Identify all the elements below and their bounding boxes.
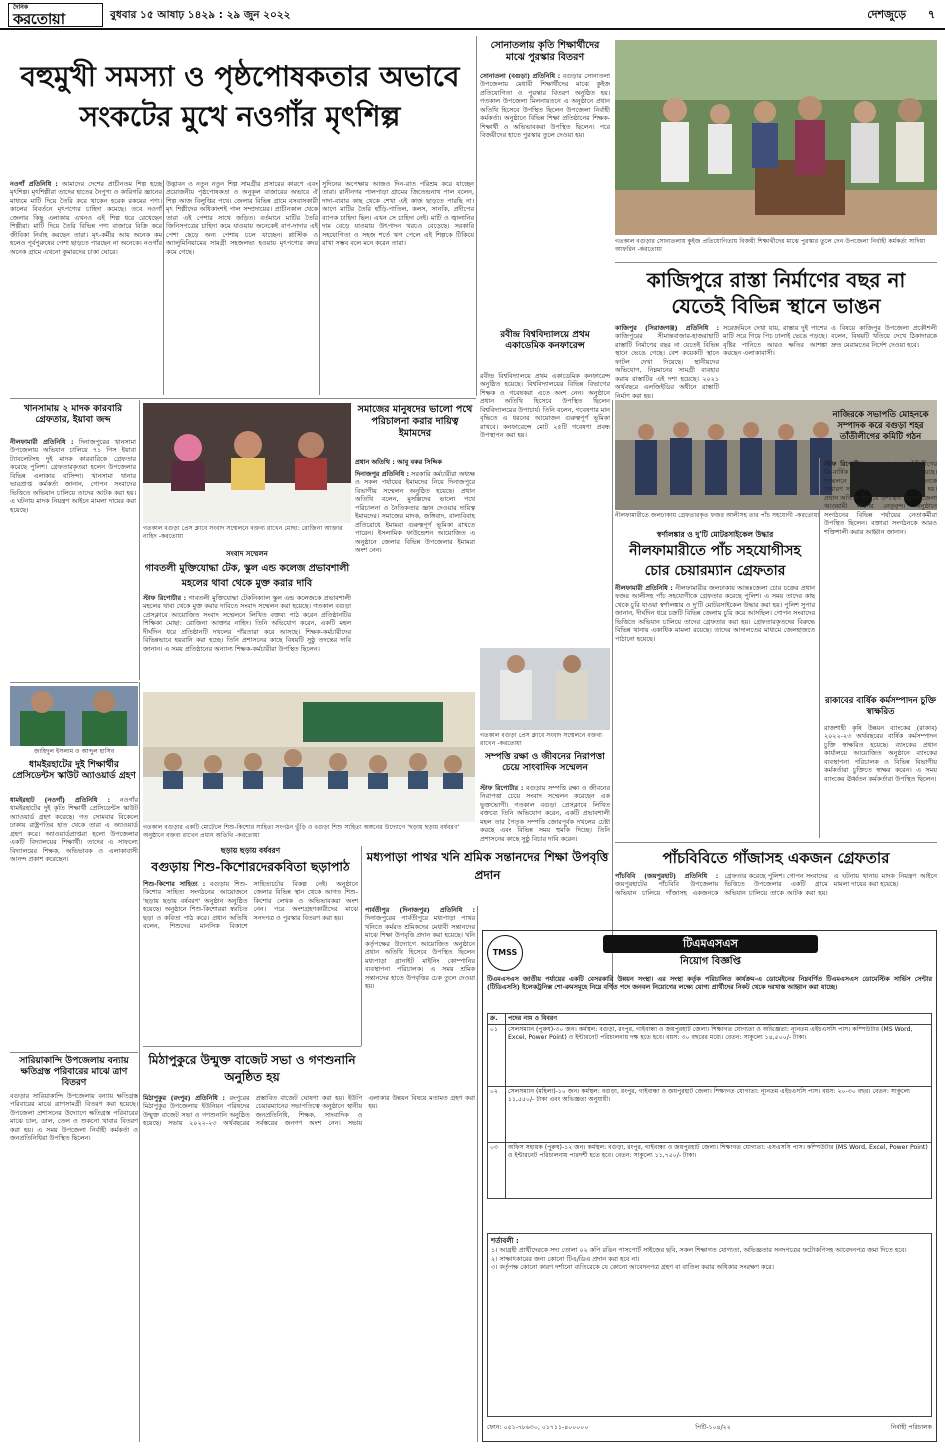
sonatala-byline: সোনাতলা (বগুড়া) প্রতিনিধি : <box>480 72 561 80</box>
newspaper-logo <box>8 3 103 27</box>
tmss-conditions <box>487 1233 932 1417</box>
scout-photo-caption: জাহিদুল ইসলাম ও আব্দুল হাসিব <box>33 748 115 755</box>
kazipur-col-3: এ বিষয়ে কাজিপুর উপজেলা প্রকৌশলী বলেন, বিষয়টি খতিয়ে দেখে ঠিকাদারকে দ্রুত মেরামতের নির্দেশ দেওয়া হবে। <box>831 324 937 349</box>
rakab-text: রাজশাহী কৃষি উন্নয়ন ব্যাংকের (রাকাব) ২০২২-২৩ অর্থবছরের বার্ষিক কর্মসম্পাদন চুক্তি স্বাক্ষরিত হয়েছে। ব্যাংকের প্রধান কার্যালয়ে আয়োজিত অনুষ্ঠানে ব্যাংকের ব্যবস্থাপনা পরিচালক ও বিভিন্ন বিভাগীয় কর্মকর্তারা চুক্তিতে স্বাক্ষর করেন। এ সময় ব্যাংকের ঊর্ধ্বতন কর্মকর্তারা উপস্থিত ছিলেন। <box>824 724 937 783</box>
row-no: ০১ <box>488 1025 506 1087</box>
relief-text: বগুড়ার সারিয়াকান্দি উপজেলায় বন্যায় ক্ষতিগ্রস্ত পরিবারের মাঝে ত্রাণসামগ্রী বিতরণ করা হয়েছে। উপজেলা প্রশাসনের উদ্যোগে ক্ষতিগ্রস্ত পরিবারের মাঝে চাল, ডাল, তেল ও শুকনো খাবার বিতরণ করা হয়। এ সময় উপজেলা নির্বাহী কর্মকর্তা ও জনপ্রতিনিধিরা উপস্থিত ছিলেন। <box>10 1092 138 1143</box>
property-photo-caption <box>480 732 610 748</box>
arrest-text: নীলফামারীর জলঢাকায় আন্তঃজেলা চোর চক্রের প্রধান ফজর আলীসহ পাঁচ সহযোগীকে গ্রেফতার করেছে পুলিশ। এ সময় তাদের কাছ থেকে চুরি যাওয়া স্বর্ণালঙ্কার ও দু'টি মোটরসাইকেল উদ্ধার করা হয়। পুলিশ সুপার জানান, দীর্ঘদিন ধরে চক্রটি বিভিন্ন জেলায় চুরি করে আসছিল। গোপন সংবাদের ভিত্তিতে অভিযান চালিয়ে তাদের গ্রেফতার করা হয়। গ্রেফতারকৃতদের বিরুদ্ধে বিভিন্ন থানায় একাধিক মামলা রয়েছে। তাদের আদালতের মাধ্যমে জেলহাজতে পাঠানো হয়েছে। <box>615 584 815 643</box>
rakab-headline: রাকাবের বার্ষিক কর্মসম্পাদন চুক্তি স্বাক্ষরিত <box>825 696 936 717</box>
tatilig-headline: নাজিরকে সভাপতি মোহনকে সম্পাদক করে বগুড়া শহর তাঁতীলীগের কমিটি গঠন <box>832 410 929 442</box>
panchbibi-story <box>615 872 937 922</box>
arrest-caption-text: নীলফামারীতে জলঢাকায় গ্রেফতারকৃত ফজর আলীসহ তার পাঁচ সহযোগী <box>615 512 793 519</box>
tmss-job-ad <box>482 930 937 1442</box>
tmss-footer-phone: ফোন: ০৫১-৭৮৬৩০, ০১৭১১-৪০০০০০ <box>487 1424 589 1431</box>
rhymes-kicker: ছড়ায় ছড়ায় বর্ষবরণ <box>220 846 281 855</box>
sonatala-text: বগুড়ার সোনাতলা উপজেলায় মেধাবী শিক্ষার্থীদের মাঝে কুইজ প্রতিযোগিতা ও পুরস্কার বিতরণ অনুষ্ঠিত হয়। গতকাল উপজেলা মিলনায়তনে এ অনুষ্ঠানে প্রধান অতিথি হিসেবে উপস্থিত ছিলেন উপজেলা নির্বাহী কর্মকর্তা। অনুষ্ঠানে বিভিন্ন শিক্ষা প্রতিষ্ঠানের শিক্ষক-শিক্ষার্থী ও অভিভাবকরা উপস্থিত ছিলেন। পরে বিজয়ীদের হাতে পুরস্কার তুলে দেওয়া হয়। <box>480 72 610 140</box>
quiz-caption-text: গতকাল বগুড়ার সোনাতলায় কুইজ প্রতিযোগিতায় বিজয়ী শিক্ষার্থীদের মাঝে পুরস্কার তুলে দেন উপজেলা নির্বাহী কর্মকর্তা সাদিয়া আফরিন <box>615 238 926 254</box>
budget-story <box>143 1094 475 1444</box>
table-row <box>488 1143 932 1199</box>
stipend-headline: মধ্যপাড়া পাথর খনি শ্রমিক সন্তানদের শিক্ষা উপবৃত্তি প্রদান <box>366 850 609 882</box>
tmss-intro: টিএমএসএস জাতীয় পর্যায়ের একটি বেসরকারি উন্নয়ন সংস্থা। এর সংস্থা কর্তৃক পরিচালিত কার্যক্রম-এ ডোমেইনের নিম্নবর্ণিত টিএমএসএস ডোমেস্টিক সার্ভিস সেন্টার (টিডিএসসি) ইলেকট্রনিক্স শো-রুমসমূহে নিম্নে বর্ণিত পদে জনবল নিয়োগের লক্ষ্যে যোগ্য প্রার্থীদের নিকট থেকে দরখাস্ত আহ্বান করা যাচ্ছে। <box>487 975 932 992</box>
imam-story <box>355 470 475 720</box>
gabtali-story <box>143 594 351 689</box>
tmss-col-desc: পদের নাম ও বিবরণ <box>506 1014 932 1025</box>
arrest-byline: নীলফামারী প্রতিনিধি : <box>615 584 673 592</box>
tatilig-byline: স্টাফ রিপোর্টার : <box>824 460 870 468</box>
tatilig-story <box>824 460 937 690</box>
property-caption-credit: -করতোয়া <box>497 740 522 748</box>
logo-name: করতোয়া <box>13 10 65 28</box>
press-photo-caption <box>143 525 351 547</box>
rhymes-caption-credit: -করতোয়া <box>235 832 260 840</box>
khanshama-story <box>10 438 136 678</box>
tmss-subtitle: নিয়োগ বিজ্ঞপ্তি <box>680 956 741 967</box>
lead-col-3: সুদিনের অপেক্ষায় আজও দিন-রাত পরিশ্রম করে যাচ্ছেন তারা। রানীনগর পালপাড়া গ্রামের জিতেন্দ্রনাথ পাল বলেন, দাদা-বাবার কাছ থেকে শেখা এই কাজ ছাড়তে পারছি না। আগে মাটির তৈরি হাঁড়ি-পাতিল, কলস, সানকি, প্রদীপের ব্যাপক চাহিদা ছিল। এখন সে চাহিদা নেই। মাটি ও জ্বালানির দাম বেড়ে যাওয়ায় উৎপাদন খরচও বেড়েছে। সরকারি সহযোগিতা ও সহজ শর্তে ঋণ পেলে এই শিল্পকে টিকিয়ে রাখা সম্ভব বলে মনে করেন তারা। <box>322 180 474 248</box>
budget-byline: মিঠাপুকুর (রংপুর) প্রতিনিধি : <box>143 1094 225 1102</box>
scout-text: নওগাঁর ধামইরহাটের দুই কৃতি শিক্ষার্থী প্রেসিডেন্টস স্কাউট অ্যাওয়ার্ড গ্রহণ করেছে। গত সোমবার বিকেলে ঢাকায় রাষ্ট্রপতির হাত থেকে তারা এ অ্যাওয়ার্ড গ্রহণ করে। অ্যাওয়ার্ডপ্রাপ্তরা হলো উপজেলার একটি বিদ্যালয়ের শিক্ষার্থী। তাদের এ সাফল্যে বিদ্যালয়ের শিক্ষক, অভিভাবক ও এলাকাবাসী আনন্দ প্রকাশ করেছেন। <box>10 796 138 864</box>
issue-date: বুধবার ১৫ আষাঢ় ১৪২৯ : ২৯ জুন ২০২২ <box>110 9 291 21</box>
tatilig-text: বগুড়া শহর তাঁতীলীগের ত্রি-বার্ষিক সম্মেলন অনুষ্ঠিত হয়েছে। সম্মেলনে নাজিরকে সভাপতি ও মোহনকে সাধারণ সম্পাদক করে কমিটি গঠন করা হয়। প্রধান অতিথি হিসেবে উপস্থিত ছিলেন জেলা আওয়ামী লীগের নেতৃবৃন্দ। অনুষ্ঠানে সংগঠনের বিভিন্ন পর্যায়ের নেতাকর্মীরা উপস্থিত ছিলেন। বক্তারা সংগঠনকে আরও শক্তিশালী করার আহ্বান জানান। <box>824 460 937 536</box>
section-name: দেশজুড়ে <box>867 8 907 21</box>
row-no: ০২ <box>488 1087 506 1143</box>
property-conference-photo <box>480 648 610 730</box>
tmss-logo-text: TMSS <box>492 948 518 957</box>
panchbibi-text: জয়পুরহাটের পাঁচবিবি উপজেলায় অভিযান চালিয়ে গাঁজাসহ একজনকে গ্রেফতার করেছে পুলিশ। গোপন সংবাদের ভিত্তিতে উপজেলার একটি গ্রামে অভিযান চালিয়ে তাকে আটক করা হয়। এ ঘটনায় থানায় মাদক নিয়ন্ত্রণ আইনে মামলা দায়ের করা হয়েছে। <box>615 872 937 897</box>
gabtali-section-label: সংবাদ সম্মেলন <box>226 550 268 558</box>
tmss-condition-2: ২। সাক্ষাৎকারের জন্য কোনো টিএ/ডিএ প্রদান করা হবে না। <box>491 1254 640 1263</box>
lead-headline-1: বহুমুখী সমস্যা ও পৃষ্ঠপোষকতার অভাবে <box>20 60 460 93</box>
press-conference-photo <box>143 403 351 523</box>
khanshama-text: দিনাজপুরের খানসামা উপজেলায় অভিযান চালিয়ে ৭১ পিস ইয়াবা ট্যাবলেটসহ দুই মাদক কারবারিকে গ্রেফতার করেছে পুলিশ। গ্রেফতারকৃতরা হলেন উপজেলার বিভিন্ন এলাকার বাসিন্দা। খানসামা থানার ভারপ্রাপ্ত কর্মকর্তা জানান, গোপন সংবাদের ভিত্তিতে অভিযান চালিয়ে তাদের আটক করা হয়। এ ঘটনায় মাদক নিয়ন্ত্রণ আইনে মামলা দায়ের করা হয়েছে। <box>10 438 136 514</box>
lead-text-1: আমাদের দেশের প্রাচীনতম শিল্প হচ্ছে মৃৎশিল্প। মৃৎশিল্পীরা তাদের হাতের নৈপুণ্য ও কারিগরি জ্ঞানের মাধ্যমে মাটি দিয়ে তৈরি করে থাকেন হরেক রকমের পণ্য। কালের বিবর্তনে মৃৎপণ্যের চাহিদা কমেছে। তবে নওগাঁ জেলার কিছু এলাকায় এখনও এই শিল্প ধরে রেখেছেন শিল্পীরা। মাটি দিয়ে তৈরি বিভিন্ন পণ্য বাজারে বিক্রি করে জীবিকা নির্বাহ করছেন তারা। মৃৎ-কর্মীর আয় অনেক কম হলেও পূর্বপুরুষের পেশা ছাড়তে পারছেন না অনেকে। নওগাঁর অনেক গ্রামে এখনো কুমারদের চাকা ঘোরে। <box>10 180 162 256</box>
arrest-story <box>615 584 815 824</box>
imam-byline: দিনাজপুর প্রতিনিধি : <box>355 470 410 478</box>
tmss-job-table <box>487 1013 932 1229</box>
rabindra-text: রবীন্দ্র বিশ্ববিদ্যালয়ে প্রথম একাডেমিক কনফারেন্স অনুষ্ঠিত হয়েছে। বিশ্ববিদ্যালয়ের বিভিন্ন বিভাগের শিক্ষক ও গবেষকরা এতে অংশ নেন। অনুষ্ঠানে প্রধান অতিথি হিসেবে উপস্থিত ছিলেন বিশ্ববিদ্যালয়ের উপাচার্য। তিনি বলেন, গবেষণার মান বৃদ্ধিতে এ ধরনের আয়োজন গুরুত্বপূর্ণ ভূমিকা রাখবে। কনফারেন্সে মোট ২৫টি গবেষণা প্রবন্ধ উপস্থাপন করা হয়। <box>480 372 610 440</box>
rhymes-event-photo <box>143 692 475 822</box>
khanshama-headline: খানসামায় ২ মাদক কারবারি গ্রেফতার, ইয়াবা জব্দ <box>23 404 123 425</box>
property-caption-text: গতকাল বগুড়া প্রেস ক্লাবে সংবাদ সম্মেলনে বক্তব্য রাখেন <box>480 732 603 748</box>
kazipur-text-1: কাজিপুরের সীমান্তবাজার-হাজরাহাটি রাস্তাটি নির্মাণের বছর না যেতেই বিভিন্ন স্থানে ভেঙে গেছে। বেশ কয়েকটি স্থানে ফাটল দেখা দিয়েছে। স্থানীয়দের অভিযোগ, নিম্নমানের সামগ্রী ব্যবহার করায় রাস্তাটির এই দশা হয়েছে। ২০২১ অর্থবছরে এলজিইডির অধীনে রাস্তাটি নির্মাণ করা হয়। <box>615 332 719 400</box>
lead-byline: নওগাঁ প্রতিনিধি : <box>10 180 58 188</box>
property-text: বগুড়ায় সম্পত্তি রক্ষা ও জীবনের নিরাপত্তা চেয়ে সংবাদ সম্মেলন করেছেন এক ভুক্তভোগী। গতকাল বগুড়া প্রেসক্লাবে লিখিত বক্তব্যে তিনি অভিযোগ করেন, একটি প্রভাবশালী মহল তার পৈতৃক সম্পত্তি জোরপূর্বক দখলের চেষ্টা করছে এবং বিভিন্ন সময় হুমকি দিচ্ছে। তিনি প্রশাসনের কাছে সুষ্ঠু বিচার দাবি করেন। <box>480 784 610 843</box>
rhymes-caption-text: গতকাল বগুড়ার একটি মোটেলে শিশু-কিশোর সাহিত্য সংগঠন ভুঁড়ি ও বগুড়া শিশু সাহিত্য অঙ্গনের উদ্যোগে 'ছড়ায় ছড়ায় বর্ষবরণ' অনুষ্ঠানে বক্তব্য রাখেন প্রধান অতিথি <box>143 824 460 840</box>
gabtali-byline: স্টাফ রিপোর্টার : <box>143 594 187 602</box>
table-row <box>488 1087 932 1143</box>
kazipur-col-2: সরেজমিনে দেখা যায়, রাস্তার দুই পাশের মাটি সরে গিয়ে পিচ ঢালাই ভেঙে পড়ছে। বৃষ্টির পানিতে আরও ক্ষতির আশঙ্কা করছেন এলাকাবাসী। <box>723 324 827 358</box>
scout-headline: ধামইরহাটের দুই শিক্ষার্থীর প্রেসিডেন্টস স্কাউট অ্যাওয়ার্ড গ্রহণ <box>12 760 136 781</box>
logo-daily: দৈনিক <box>13 4 29 11</box>
quiz-award-photo <box>615 40 937 235</box>
property-headline: সম্পত্তি রক্ষা ও জীবনের নিরাপত্তা চেয়ে সাংবাদিক সম্মেলন <box>485 752 605 773</box>
row-no: ০৩ <box>488 1143 506 1199</box>
page-number: ৭ <box>927 8 935 21</box>
arrest-headline-2: চোর চেয়ারম্যান গ্রেফতার <box>644 563 786 579</box>
stipend-byline: পার্বতীপুর (দিনাজপুর) প্রতিনিধি : <box>365 906 475 914</box>
arrest-kicker: স্বর্ণালঙ্কার ও দু'টি মোটরসাইকেল উদ্ধার <box>656 530 774 539</box>
rhymes-byline: শিশু-কিশোর সাহিত্য : <box>143 880 206 888</box>
lead-col-1 <box>10 180 162 395</box>
section-label <box>755 6 935 24</box>
tmss-logo-icon <box>487 935 523 971</box>
gabtali-text: গাবতলী মুক্তিযোদ্ধা টেকনিক্যাল স্কুল এন্ড কলেজকে প্রভাবশালী মহলের থাবা থেকে মুক্ত করার দাবিতে সংবাদ সম্মেলন করা হয়েছে। গতকাল বগুড়া প্রেসক্লাবে আয়োজিত সংবাদ সম্মেলনে লিখিত বক্তব্য পাঠ করেন প্রতিষ্ঠানটির শিক্ষিকা মোছা: রোজিনা আক্তার নাহিদ। তিনি অভিযোগ করেন, একটি মহল দীর্ঘদিন ধরে প্রতিষ্ঠানটি দখলের পাঁয়তারা করে আসছে। শিক্ষক-কর্মচারীদের বিভিন্নভাবে হয়রানি করা হচ্ছে। তিনি প্রশাসনের কাছে বিষয়টি সুষ্ঠু তদন্তের দাবি জানান। এ সময় প্রতিষ্ঠানের অন্যান্য শিক্ষক-কর্মচারীরা উপস্থিত ছিলেন। <box>143 594 351 653</box>
rhymes-text: বগুড়ায় শিশু-কিশোর সাহিত্য সংগঠনের আয়োজনে 'ছড়ায় ছড়ায় বর্ষবরণ' অনুষ্ঠান অনুষ্ঠিত হয়েছে। অনুষ্ঠানে শিশু-কিশোররা স্বরচিত ছড়া ও কবিতা পাঠ করে। প্রধান অতিথি বলেন, শিশুদের মানসিক বিকাশে সাহিত্যচর্চার বিকল্প নেই। অনুষ্ঠানে জেলার বিভিন্ন স্থান থেকে আগত শিশু-কিশোর লেখক ও অভিভাবকরা অংশ নেন। পরে অংশগ্রহণকারীদের মাঝে সনদপত্র ও পুরস্কার বিতরণ করা হয়। <box>143 880 358 931</box>
panchbibi-headline: পাঁচবিবিতে গাঁজাসহ একজন গ্রেফতার <box>662 849 890 867</box>
stipend-text: দিনাজপুরের পার্বতীপুরে মধ্যপাড়া পাথর খনিতে কর্মরত শ্রমিকদের মেধাবী সন্তানদের মাঝে শিক্ষা উপবৃত্তি প্রদান করা হয়েছে। খনি কর্তৃপক্ষের উদ্যোগে আয়োজিত অনুষ্ঠানে প্রধান অতিথি হিসেবে উপস্থিত ছিলেন মধ্যপাড়া গ্রানাইট মাইনিং কোম্পানির ব্যবস্থাপনা পরিচালক। এ সময় শ্রমিক সন্তানদের হাতে উপবৃত্তির চেক তুলে দেওয়া হয়। <box>365 914 475 991</box>
tmss-footer-code: পিটি-১০৪/২২ <box>695 1424 731 1431</box>
imam-headline: সমাজের মানুষদের ভালো পথে পরিচালনা করার দায়িত্ব ইমামদের <box>357 404 473 439</box>
rhymes-headline: বগুড়ায় শিশু-কিশোরদেরকবিতা ছড়াপাঠ <box>151 859 350 874</box>
gabtali-headline-2: মহলের থাবা থেকে মুক্ত করার দাবি <box>181 578 313 589</box>
tmss-title: টিএমএসএস <box>603 935 818 953</box>
scout-byline: ধামইরহাট (নওগাঁ) প্রতিনিধি : <box>10 796 111 804</box>
table-row <box>488 1025 932 1087</box>
tmss-footer-signatory: নির্বাহী পরিচালক <box>890 1424 932 1431</box>
budget-headline: মিঠাপুকুরে উন্মুক্ত বাজেট সভা ও গণশুনানি অনুষ্ঠিত হয় <box>148 1053 356 1084</box>
tmss-col-no: ক্র. <box>488 1014 506 1025</box>
sonatala-story <box>480 72 610 322</box>
row-text: সেলসম্যান (পুরুষ)-৩০ জন। কর্মস্থল: বগুড়া, রংপুর, গাইবান্ধা ও জয়পুরহাট জেলা। শিক্ষাগত যোগ্যতা ও অভিজ্ঞতা: ন্যূনতম এইচএসসি পাস। কম্পিউটার (MS Word, Excel, Power Point) ও ইন্টারনেট পরিচালনায় দক্ষ হতে হবে। বয়স: ৩০ বছরের মধ্যে। বেতন: সাকুল্যে ১৪,৫০০/- টাকা। <box>506 1025 932 1087</box>
arrest-headline-1: নীলফামারীতে পাঁচ সহযোগীসহ <box>629 543 801 559</box>
press-caption-credit: -করতোয়া <box>158 533 184 541</box>
row-text: অফিস সহায়ক (পুরুষ)-১২ জন। কর্মস্থল: বগুড়া, রংপুর, গাইবান্ধা ও জয়পুরহাট জেলা। শিক্ষাগত যোগ্যতা: এসএসসি পাস। কম্পিউটার (MS Word, Excel, Power Point) ও ইন্টারনেট পরিচালনায় পারদর্শী হতে হবে। বেতন: সাকুল্যে ১১,৭৫০/- টাকা। <box>506 1143 932 1199</box>
kazipur-headline-1: কাজিপুরে রাস্তা নির্মাণের বছর না <box>646 268 906 292</box>
scout-students-photo <box>10 686 138 746</box>
tmss-conditions-title: শর্তাবলী : <box>491 1237 519 1245</box>
panchbibi-byline: পাঁচবিবি (জয়পুরহাট) প্রতিনিধি : <box>615 872 719 880</box>
row-text: সেলসম্যান (মহিলা)-১০ জন। কর্মস্থল: বগুড়া, রংপুর, গাইবান্ধা ও জয়পুরহাট জেলা। শিক্ষাগত যোগ্যতা: ন্যূনতম এইচএসসি পাস। বয়স: ২০-৩০ বছর। বেতন: সাকুল্যে ১১,৫৫০/- টাকা এবং অভিজ্ঞতা অনুযায়ী। <box>506 1087 932 1143</box>
press-caption-text: গতকাল বগুড়া প্রেস ক্লাবে সংবাদ সম্মেলনে বক্তব্য রাখেন মোছা: রোজিনা আক্তার নাহিদ <box>143 525 343 541</box>
imam-text: সরকারি কর্মচারীরা অধ্যক্ষ ও সকল পর্যায়ের ইমামদের নিয়ে দিনাজপুরে বিভাগীয় সম্মেলন অনুষ্ঠিত হয়েছে। প্রধান অতিথি বলেন, মুসল্লিদের ভালো পথে পরিচালনা ও নৈতিকতার জ্ঞান দেওয়ার দায়িত্ব ইমামদের। সমাজের মাদক, জঙ্গিবাদ, বাল্যবিবাহ প্রতিরোধে ইমামরা গুরুত্বপূর্ণ ভূমিকা রাখতে পারেন। ইসলামিক ফাউন্ডেশন আয়োজিত এ অনুষ্ঠানে জেলার বিভিন্ন উপজেলার ইমামরা অংশ নেন। <box>355 470 475 555</box>
scout-story <box>10 796 138 1046</box>
quiz-caption-credit: -করতোয়া <box>637 246 662 254</box>
lead-headline-2: সংকটের মুখে নওগাঁর মৃৎশিল্প <box>79 100 401 133</box>
khanshama-byline: নীলফামারী প্রতিনিধি : <box>10 438 74 446</box>
arrest-caption-credit: -করতোয়া <box>794 512 820 519</box>
gabtali-headline-1: গাবতলী মুক্তিযোদ্ধা টেক, স্কুল এন্ড কলেজ প্রভাবশালী <box>144 563 350 574</box>
rhymes-story <box>143 880 358 1040</box>
tmss-condition-3: ৩। কর্তৃপক্ষ কোনো কারণ দর্শানো ব্যতিরেকে যে কোনো আবেদনপত্র গ্রহণ বা বাতিল করার অধিকার সংরক্ষণ করে। <box>491 1263 774 1272</box>
relief-headline: সারিয়াকান্দি উপজেলায় বন্যায় ক্ষতিগ্রস্ত পরিবারের মাঝে ত্রাণ বিতরণ <box>19 1056 129 1088</box>
kazipur-byline: কাজিপুর (সিরাজগঞ্জ) প্রতিনিধি : <box>615 324 719 332</box>
rabindra-headline: রবীন্দ্র বিশ্ববিদ্যালয়ে প্রথম একাডেমিক কনফারেন্স <box>500 330 590 351</box>
kazipur-col-1 <box>615 324 719 400</box>
tmss-condition-1: ১। আগ্রহী প্রার্থীদেরকে সদ্য তোলা ০২ কপি রঙিন পাসপোর্ট সাইজের ছবি, সকল শিক্ষাগত যোগ্যতা, অভিজ্ঞতার সনদপত্রের ফটোকপিসহ আবেদনপত্র জমা দিতে হবে। <box>491 1246 907 1255</box>
tmss-table-header <box>488 1014 932 1025</box>
budget-text: রংপুরের মিঠাপুকুর উপজেলায় ইউনিয়ন পরিষদের উন্মুক্ত বাজেট সভা ও গণশুনানি অনুষ্ঠিত হয়েছে। সভায় ২০২২-২৩ অর্থবছরের প্রস্তাবিত বাজেট ঘোষণা করা হয়। ইউপি চেয়ারম্যানের সভাপতিত্বে অনুষ্ঠানে স্থানীয় জনপ্রতিনিধি, শিক্ষক, সাংবাদিক ও সর্বস্তরের জনগণ অংশ নেন। সভায় এলাকার উন্নয়ন বিষয়ে মতামত গ্রহণ করা হয়। <box>143 1094 475 1128</box>
property-byline: স্টাফ রিপোর্টার : <box>480 784 524 792</box>
imam-sub: প্রধান অতিথি : আবু বকর সিদ্দিক <box>355 458 442 466</box>
quiz-photo-caption <box>615 238 937 260</box>
rhymes-photo-caption <box>143 824 475 842</box>
kazipur-headline-2: যেতেই বিভিন্ন স্থানে ভাঙন <box>671 294 881 318</box>
sonatala-headline: সোনাতলায় কৃতি শিক্ষার্থীদের মাঝে পুরস্কার বিতরণ <box>490 40 600 63</box>
lead-col-2: উদ্ভাবন ও নতুন নতুন শিল্প সামগ্রীর প্রসারের কারণে এবং প্রয়োজনীয় পৃষ্ঠপোষকতা ও অনুকূল বাজারের অভাবে ঐ শিল্প আজ বিলুপ্তির পথে। জেলার বিভিন্ন গ্রামে বসবাসকারী মৃৎ শিল্পীদের অধিকাংশই পাল সম্প্রদায়ের। প্রাচীনকাল থেকে তারা এই পেশার সাথে জড়িত। বর্তমানে মাটির তৈরি জিনিসপত্রের চাহিদা কমে যাওয়ায় অনেকেই বাপ-দাদার এই পেশা ছেড়ে অন্য পেশায় চলে যাচ্ছেন। প্লাস্টিক ও অ্যালুমিনিয়ামের সামগ্রী সহজলভ্য হওয়ায় মৃৎপণ্যের কদর কমে গেছে। <box>166 180 318 256</box>
